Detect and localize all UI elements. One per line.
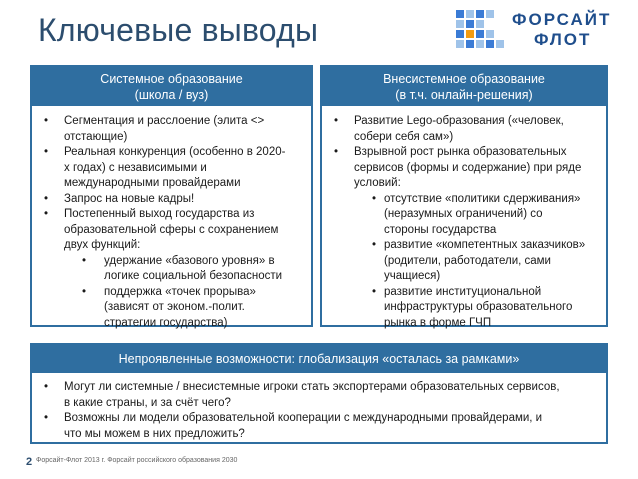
bullet-item xyxy=(42,207,301,254)
bullet-item xyxy=(42,192,301,208)
bullet-line: • Постепенный выход государства из xyxy=(64,208,255,220)
bullet-list xyxy=(42,380,596,442)
bullet-list xyxy=(42,114,301,331)
sub-bullet-item xyxy=(332,238,596,285)
panel-header: Непроявленные возможности: глобализация «осталась за рамками» xyxy=(32,345,606,373)
bullet-line: в какие страны, и за счёт чего? xyxy=(64,396,231,409)
panel-header-line2: (в т.ч. онлайн-решения) xyxy=(395,88,533,102)
panel-header xyxy=(32,67,311,106)
bullet-line: • развитие «компетентных заказчиков» xyxy=(384,239,586,251)
bullet-line: учащиеся) xyxy=(384,270,441,282)
bullet-line: х годах) с независимыми и xyxy=(64,161,207,174)
bullet-line: условий: xyxy=(354,177,401,189)
bullet-line: инфраструктуры образовательного xyxy=(384,301,573,313)
bullet-line: сервисов (формы и содержание) при ряде xyxy=(354,161,582,174)
bullet-line: стратегии государства) xyxy=(104,316,228,329)
panel-header xyxy=(322,67,606,106)
bullet-list xyxy=(332,114,596,331)
bullet-item xyxy=(332,145,596,192)
bullet-line: • Развитие Lego-образования («человек, xyxy=(354,115,564,127)
sub-bullet-item xyxy=(42,285,301,332)
bullet-line: что мы можем в них предложить? xyxy=(64,427,245,440)
slide-title: Ключевые выводы xyxy=(38,12,319,48)
globalization-panel xyxy=(30,343,608,444)
bullet-line: • Реальная конкуренция (особенно в 2020- xyxy=(64,146,286,158)
bullet-line: (родители, работодатели, сами xyxy=(384,254,551,267)
page-number: 2 xyxy=(26,456,33,468)
bullet-line: • удержание «базового уровня» в xyxy=(104,254,275,267)
bullet-item xyxy=(42,114,301,145)
forsight-flot-logo xyxy=(452,6,626,52)
panel-header-line1: Системное образование xyxy=(100,72,243,86)
panel-body xyxy=(322,106,606,335)
bullet-line: • Взрывной рост рынка образовательных xyxy=(354,146,567,158)
bullet-line: • поддержка «точек прорыва» xyxy=(104,285,256,298)
bullet-line: • отсутствие «политики сдерживания» xyxy=(384,192,581,205)
bullet-line: • Запрос на новые кадры! xyxy=(64,192,195,205)
bullet-line: (зависят от эконом.-полит. xyxy=(104,301,245,313)
bullet-line: образовательной сферы с сохранением xyxy=(64,223,279,236)
bullet-item xyxy=(42,411,596,442)
bullet-line: • развитие институциональной xyxy=(384,285,542,298)
bullet-line: отстающие) xyxy=(64,130,128,143)
panel-header-line2: (школа / вуз) xyxy=(134,88,209,102)
slide-footer: Форсайт-Флот 2013 г. Форсайт российского образования 2030 xyxy=(36,457,238,464)
panel-header-line1: Внесистемное образование xyxy=(383,72,545,86)
systemic-education-panel xyxy=(30,65,313,327)
bullet-line: • Сегментация и расслоение (элита <> xyxy=(64,115,265,127)
sub-bullet-item xyxy=(332,285,596,332)
bullet-line: двух функций: xyxy=(64,239,141,251)
logo-text-line2: ФЛОТ xyxy=(534,30,592,49)
sub-bullet-item xyxy=(332,192,596,239)
panel-body xyxy=(32,373,606,446)
bullet-line: собери себя сам») xyxy=(354,130,454,143)
bullet-item xyxy=(42,145,301,192)
bullet-line: логике социальной безопасности xyxy=(104,270,283,282)
bullet-line: стороны государства xyxy=(384,223,497,236)
logo-text-line1: ФОРСАЙТ xyxy=(512,10,612,29)
bullet-line: международными провайдерами xyxy=(64,177,241,189)
bullet-line: рынка в форме ГЧП xyxy=(384,316,492,329)
bullet-line: • Возможны ли модели образовательной кооперации с международными провайдерами, и xyxy=(64,412,543,424)
panel-body xyxy=(32,106,311,335)
bullet-line: (неразумных ограничений) со xyxy=(384,208,543,220)
bullet-item xyxy=(332,114,596,145)
sub-bullet-item xyxy=(42,254,301,285)
bullet-item xyxy=(42,380,596,411)
non-systemic-education-panel xyxy=(320,65,608,327)
bullet-line: • Могут ли системные / внесистемные игроки стать экспортерами образовательных сервисов, xyxy=(64,381,560,393)
